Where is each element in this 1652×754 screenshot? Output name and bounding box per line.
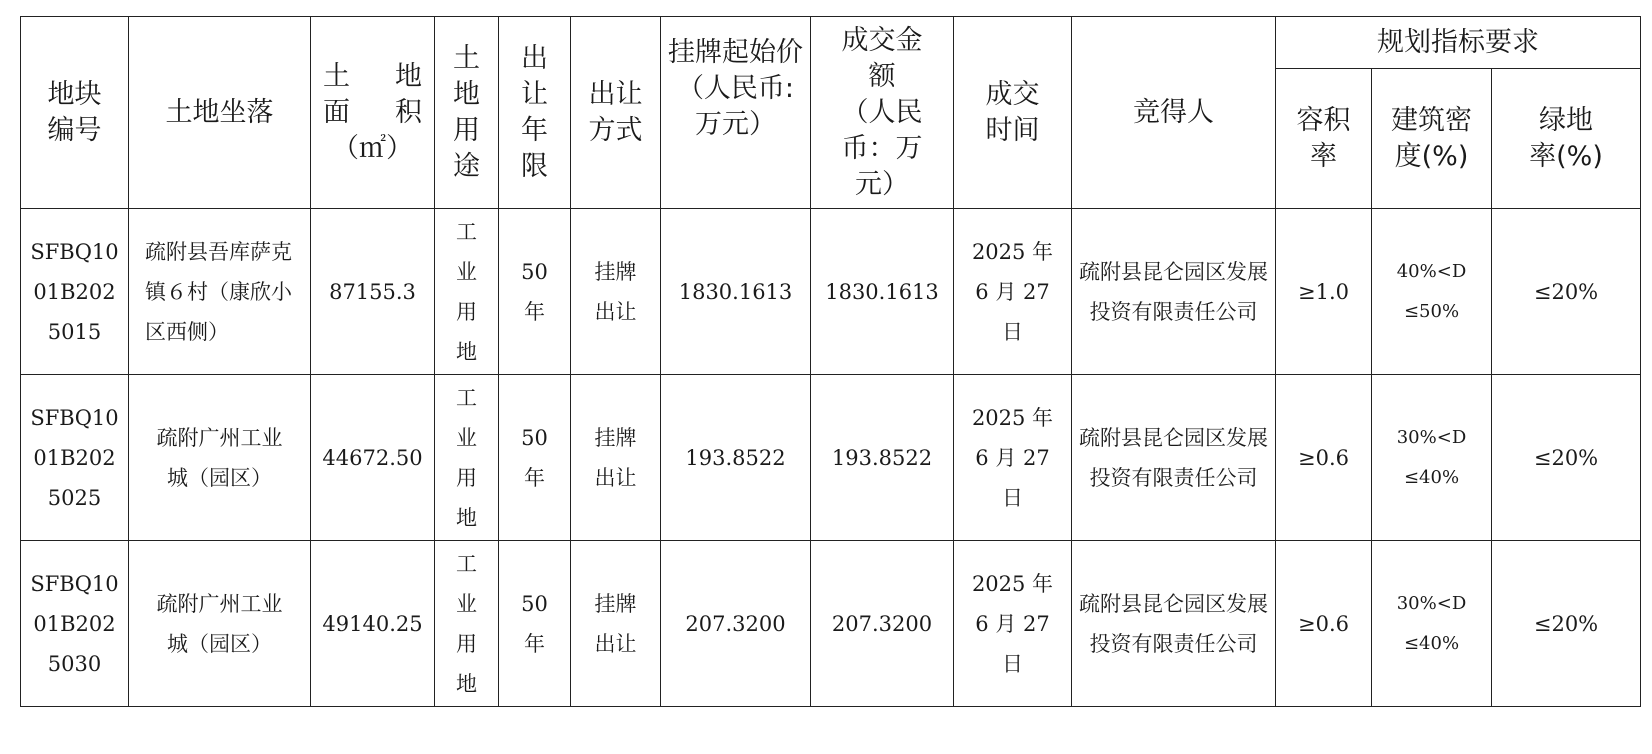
header-area-unit: （㎡）	[332, 132, 413, 164]
cell-location: 疏附县吾库萨克镇６村（康欣小区西侧）	[129, 209, 311, 375]
cell-deal-time: 2025 年 6 月 27 日	[954, 375, 1072, 541]
header-plan-group: 规划指标要求	[1276, 17, 1641, 69]
header-green: 绿地 率(%)	[1492, 69, 1641, 209]
cell-far: ≥0.6	[1276, 541, 1372, 707]
cell-area: 49140.25	[311, 541, 435, 707]
cell-deal-time: 2025 年 6 月 27 日	[954, 541, 1072, 707]
header-winner: 竞得人	[1072, 17, 1276, 209]
header-term: 出 让 年 限	[499, 17, 571, 209]
cell-green: ≤20%	[1492, 209, 1641, 375]
cell-block-no: SFBQ1001B2025025	[21, 375, 129, 541]
header-start-price: 挂牌起始价（人民币:万元）	[661, 17, 811, 209]
cell-far: ≥1.0	[1276, 209, 1372, 375]
cell-density: 40%<D ≤50%	[1372, 209, 1492, 375]
cell-use: 工 业 用 地	[435, 375, 499, 541]
cell-area: 44672.50	[311, 375, 435, 541]
cell-far: ≥0.6	[1276, 375, 1372, 541]
cell-area: 87155.3	[311, 209, 435, 375]
header-method: 出让 方式	[571, 17, 661, 209]
table-row	[21, 209, 1641, 375]
cell-density: 30%<D ≤40%	[1372, 375, 1492, 541]
cell-deal-amount: 193.8522	[811, 375, 954, 541]
header-deal-amount: 成交金 额 （人民 币：万 元）	[811, 17, 954, 209]
cell-term: 50 年	[499, 541, 571, 707]
cell-green: ≤20%	[1492, 375, 1641, 541]
table-row	[21, 375, 1641, 541]
header-area-line2: 面 积	[323, 96, 422, 128]
cell-block-no: SFBQ1001B2025030	[21, 541, 129, 707]
header-far: 容积 率	[1276, 69, 1372, 209]
cell-method: 挂牌 出让	[571, 541, 661, 707]
header-use: 土 地 用 途	[435, 17, 499, 209]
table-row	[21, 541, 1641, 707]
cell-method: 挂牌 出让	[571, 209, 661, 375]
cell-location: 疏附广州工业 城（园区）	[129, 375, 311, 541]
cell-start-price: 1830.1613	[661, 209, 811, 375]
header-location: 土地坐落	[129, 17, 311, 209]
cell-start-price: 207.3200	[661, 541, 811, 707]
cell-location: 疏附广州工业 城（园区）	[129, 541, 311, 707]
land-transfer-table-container	[20, 16, 1640, 707]
cell-winner: 疏附县昆仑园区发展投资有限责任公司	[1072, 209, 1276, 375]
cell-density: 30%<D ≤40%	[1372, 541, 1492, 707]
cell-deal-amount: 1830.1613	[811, 209, 954, 375]
cell-deal-time: 2025 年 6 月 27 日	[954, 209, 1072, 375]
cell-method: 挂牌 出让	[571, 375, 661, 541]
header-area	[311, 17, 435, 209]
header-area-line1: 土 地	[323, 60, 422, 92]
cell-use: 工 业 用 地	[435, 541, 499, 707]
header-density: 建筑密 度(%)	[1372, 69, 1492, 209]
cell-term: 50 年	[499, 209, 571, 375]
cell-winner: 疏附县昆仑园区发展投资有限责任公司	[1072, 541, 1276, 707]
cell-deal-amount: 207.3200	[811, 541, 954, 707]
header-block-no: 地块 编号	[21, 17, 129, 209]
cell-winner: 疏附县昆仑园区发展投资有限责任公司	[1072, 375, 1276, 541]
cell-start-price: 193.8522	[661, 375, 811, 541]
cell-term: 50 年	[499, 375, 571, 541]
land-transfer-table	[20, 16, 1641, 707]
header-deal-time: 成交 时间	[954, 17, 1072, 209]
cell-green: ≤20%	[1492, 541, 1641, 707]
cell-block-no: SFBQ1001B2025015	[21, 209, 129, 375]
header-row-top	[21, 17, 1641, 69]
cell-use: 工 业 用 地	[435, 209, 499, 375]
